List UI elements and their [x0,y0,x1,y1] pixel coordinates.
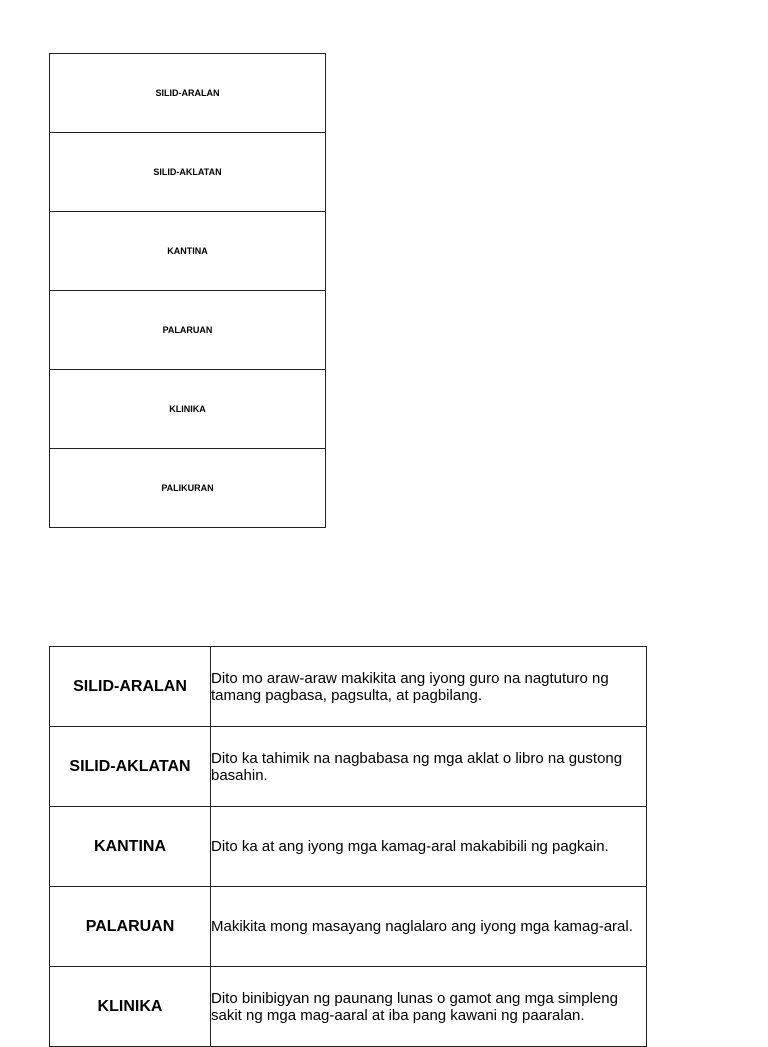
table-row [50,291,326,370]
table-row [50,133,326,212]
term-cell: SILID-AKLATAN [50,727,211,807]
definition-cell: Dito ka tahimik na nagbabasa ng mga aklat o libro na gustong basahin. [211,727,647,807]
definition-cell: Dito ka at ang iyong mga kamag-aral makabibili ng pagkain. [211,807,647,887]
table-row [50,370,326,449]
label-cell: KLINIKA [50,370,326,449]
definition-cell: Dito mo araw-araw makikita ang iyong guro na nagtuturo ng tamang pagbasa, pagsulta, at pagbilang. [211,647,647,727]
definition-cell: Makikita mong masayang naglalaro ang iyong mga kamag-aral. [211,887,647,967]
table-row [50,449,326,528]
place-labels-table [49,53,326,528]
label-cell: KANTINA [50,212,326,291]
table-row [50,212,326,291]
table-row [50,647,647,727]
term-cell: SILID-ARALAN [50,647,211,727]
term-cell: PALARUAN [50,887,211,967]
table-row [50,887,647,967]
label-cell: SILID-ARALAN [50,54,326,133]
definition-cell: Dito binibigyan ng paunang lunas o gamot ang mga simpleng sakit ng mga mag-aaral at iba pang kawani ng paaralan. [211,967,647,1047]
label-cell: PALIKURAN [50,449,326,528]
table-row [50,54,326,133]
table-row [50,807,647,887]
term-cell: KANTINA [50,807,211,887]
label-cell: PALARUAN [50,291,326,370]
table-row [50,727,647,807]
term-cell: KLINIKA [50,967,211,1047]
table-row [50,967,647,1047]
place-descriptions-table [49,646,647,1047]
label-cell: SILID-AKLATAN [50,133,326,212]
